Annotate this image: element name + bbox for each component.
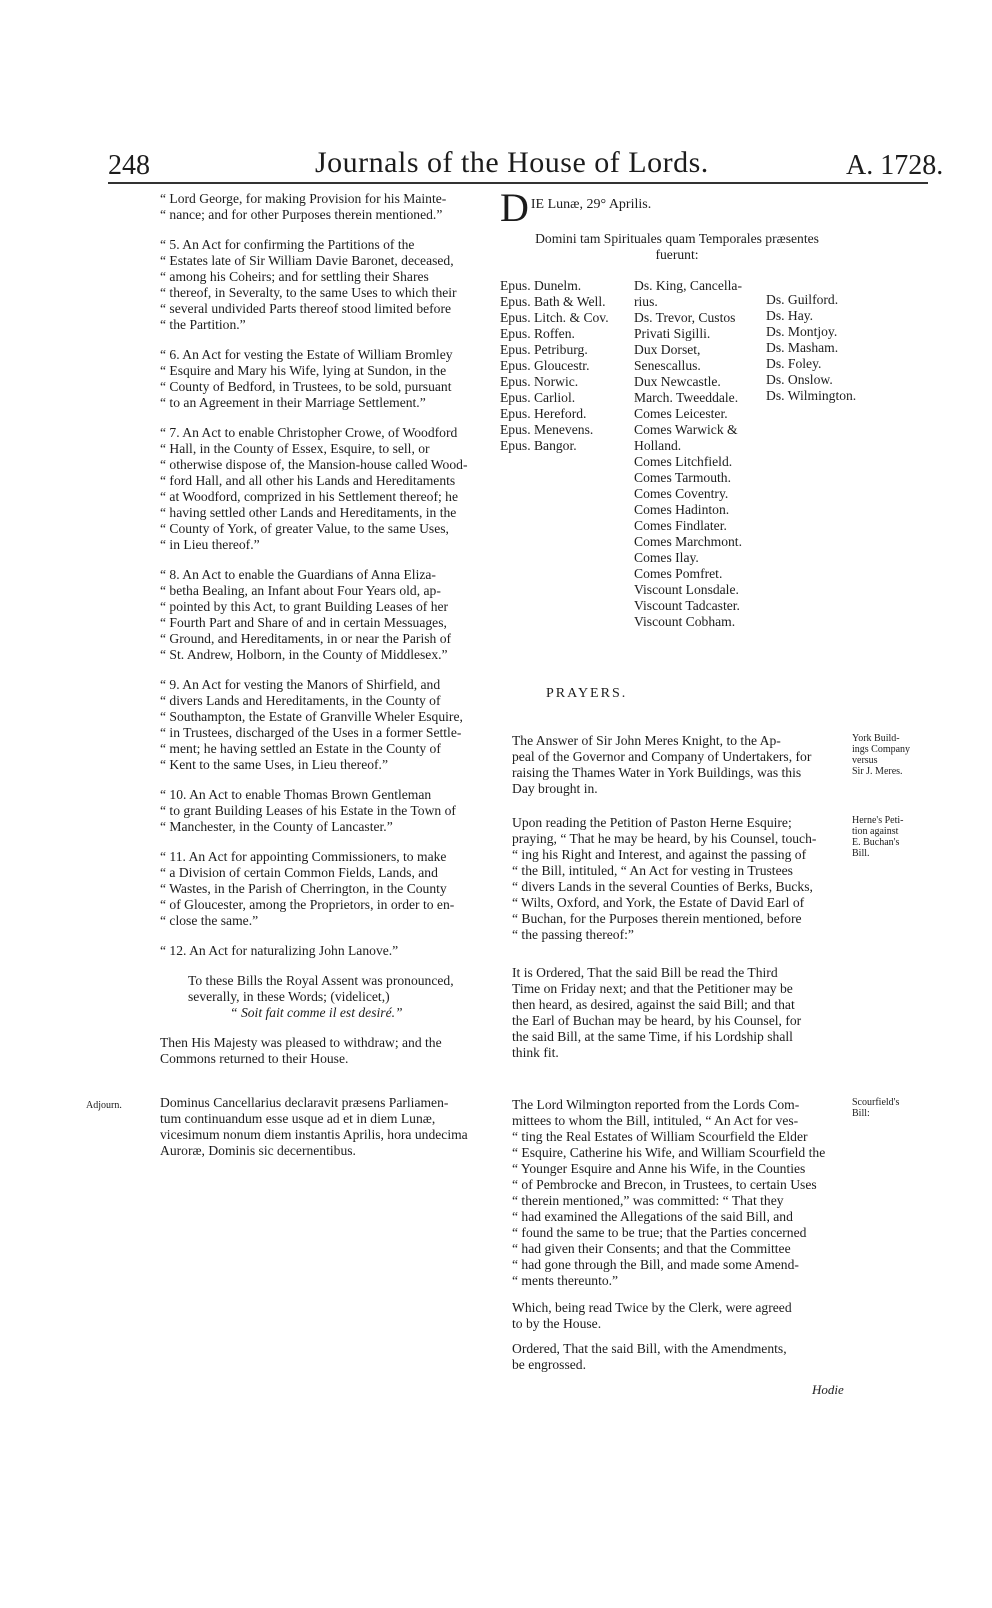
margin-note-york: York Build- ings Company versus Sir J. Meres. <box>852 733 911 777</box>
date-dropcap: D <box>500 185 529 230</box>
act-paragraph: “ 9. An Act for vesting the Manors of Shirfield, and “ divers Lands and Hereditaments, in the County of “ Southampton, the Estate of Granville Wheler Esquire, “ in Trustees, discharged of the Uses in a former Settle- “ ment; he having settled an Estate in the County of “ Kent to the same Uses, in Lieu thereof.” <box>160 677 463 772</box>
agreed-paragraph: Which, being read Twice by the Clerk, were agreed to by the House. <box>512 1300 792 1331</box>
scourfield-paragraph: The Lord Wilmington reported from the Lords Com- mittees to whom the Bill, intituled, “ An Act for ves- “ ting the Real Estates of William Scourfield the Elder “ Esquire, Catherine his Wife, and William Scourfield the “ Younger Esquire and Anne his Wife, in the Counties “ of Pembrocke and Brecon, in Trustees, to certain Uses “ therein mentioned,” was committed: “ That they “ had examined the Allegations of the said Bill, and “ found the same to be true; that the Parties concerned “ had given their Consents; and that the Committee “ had gone through the Bill, and made some Amend- “ ments thereunto.” <box>512 1097 826 1288</box>
left-column <box>160 191 490 1159</box>
act-paragraph: “ 7. An Act to enable Christopher Crowe, of Woodford “ Hall, in the County of Essex, Esquire, to sell, or “ otherwise dispose of, the Mansion-house called Wood- “ ford Hall, and all other his Lands and Hereditaments “ at Woodford, comprized in his Settlement thereof; he “ having settled other Lands and Hereditaments, in the “ County of York, of greater Value, to the same Uses, “ in Lieu thereof.” <box>160 425 468 552</box>
present-heading: Domini tam Spirituales quam Temporales præsentes fuerunt: <box>535 231 819 262</box>
act-paragraph: “ 8. An Act to enable the Guardians of Anna Eliza- “ betha Bealing, an Infant about Four Years old, ap- “ pointed by this Act, to grant Building Leases of her “ Fourth Part and Share of and in certain Messuages, “ Ground, and Hereditaments, in or near the Parish of “ St. Andrew, Holborn, in the County of Middlesex.” <box>160 567 452 662</box>
sitting-date <box>500 185 860 230</box>
date-text: IE Lunæ, 29° Aprilis. <box>530 197 652 212</box>
act-paragraph: “ Lord George, for making Provision for his Mainte- “ nance; and for other Purposes therein mentioned.” <box>160 191 447 222</box>
royal-assent-intro: To these Bills the Royal Assent was pronounced, severally, in these Words; (videlicet,) <box>188 973 454 1004</box>
york-buildings-paragraph: The Answer of Sir John Meres Knight, to the Ap- peal of the Governor and Company of Undertakers, for raising the Thames Water in York Buildings, was this Day brought in. <box>512 733 812 796</box>
margin-note-scourfield: Scourfield's Bill: <box>852 1097 900 1119</box>
withdraw-paragraph: Then His Majesty was pleased to withdraw; and the Commons returned to their House. <box>160 1035 442 1066</box>
catchword: Hodie <box>812 1382 844 1397</box>
royal-assent-words: “ Soit fait comme il est desiré.” <box>230 1005 403 1020</box>
margin-note-herne: Herne's Peti- tion against E. Buchan's Bill. <box>852 815 904 859</box>
lords-temporal-list: Ds. King, Cancella- rius. Ds. Trevor, Custos Privati Sigilli. Dux Dorset, Senescallus. Dux Newcastle. March. Tweeddale. Comes Leicester. Comes Warwick & Holland. Comes Litchfield. Comes Tarmouth. Comes Coventry. Comes Hadinton. Comes Findlater. Comes Marchmont. Comes Ilay. Comes Pomfret. Viscount Lonsdale. Viscount Tadcaster. Viscount Cobham. <box>634 278 742 629</box>
act-paragraph: “ 11. An Act for appointing Commissioners, to make “ a Division of certain Common Fields, Lands, and “ Wastes, in the Parish of Cherrington, in the County “ of Gloucester, among the Proprietors, in order to en- “ close the same.” <box>160 849 455 928</box>
margin-note-adjourn: Adjourn. <box>86 1100 122 1111</box>
act-paragraph: “ 6. An Act for vesting the Estate of William Bromley “ Esquire and Mary his Wife, lying at Sundon, in the “ County of Bedford, in Trustees, to be sold, pursuant “ to an Agreement in their Marriage Settlement.” <box>160 347 453 410</box>
herne-petition-paragraph: Upon reading the Petition of Paston Herne Esquire; praying, “ That he may be heard, by his Counsel, touch- “ ing his Right and Interest, and against the passing of “ the Bill, intituled, “ An Act for vesting in Trustees “ divers Lands in the several Counties of Berks, Bucks, “ Wilts, Oxford, and York, the Estate of David Earl of “ Buchan, for the Purposes therein mentioned, before “ the passing thereof:” <box>512 815 817 942</box>
page-year: A. 1728. <box>846 150 944 181</box>
act-paragraph: “ 5. An Act for confirming the Partitions of the “ Estates late of Sir William Davie Baronet, deceased, “ among his Coheirs; and for settling their Shares “ thereof, in Severalty, to the same Uses to which their “ several undivided Parts thereof stood limited before “ the Partition.” <box>160 237 457 332</box>
page-number: 248 <box>108 150 150 181</box>
page-title: Journals of the House of Lords. <box>315 146 709 179</box>
act-paragraph: “ 12. An Act for naturalizing John Lanove.” <box>160 943 399 958</box>
prayers-heading: PRAYERS. <box>546 686 628 701</box>
act-paragraph: “ 10. An Act to enable Thomas Brown Gentleman “ to grant Building Leases of his Estate in the Town of “ Manchester, in the County of Lancaster.” <box>160 787 456 834</box>
header-rule <box>108 182 928 184</box>
engrossed-paragraph: Ordered, That the said Bill, with the Amendments, be engrossed. <box>512 1341 787 1372</box>
lords-barons-list: Ds. Guilford. Ds. Hay. Ds. Montjoy. Ds. Masham. Ds. Foley. Ds. Onslow. Ds. Wilmington. <box>766 292 857 403</box>
ordered-paragraph: It is Ordered, That the said Bill be read the Third Time on Friday next; and that the Petitioner may be then heard, as desired, against the said Bill; and that the Earl of Buchan may be heard, by his Counsel, for the said Bill, at the same Time, if his Lordship shall think fit. <box>512 965 802 1060</box>
lords-spiritual-list: Epus. Dunelm. Epus. Bath & Well. Epus. Litch. & Cov. Epus. Roffen. Epus. Petriburg. Epus. Gloucestr. Epus. Norwic. Epus. Carliol. Epus. Hereford. Epus. Menevens. Epus. Bangor. <box>500 278 609 453</box>
adjourn-paragraph: Dominus Cancellarius declaravit præsens Parliamen- tum continuandum esse usque ad et in diem Lunæ, vicesimum nonum diem instantis Aprilis, hora undecima Auroræ, Dominis sic decernentibus. <box>160 1095 468 1158</box>
